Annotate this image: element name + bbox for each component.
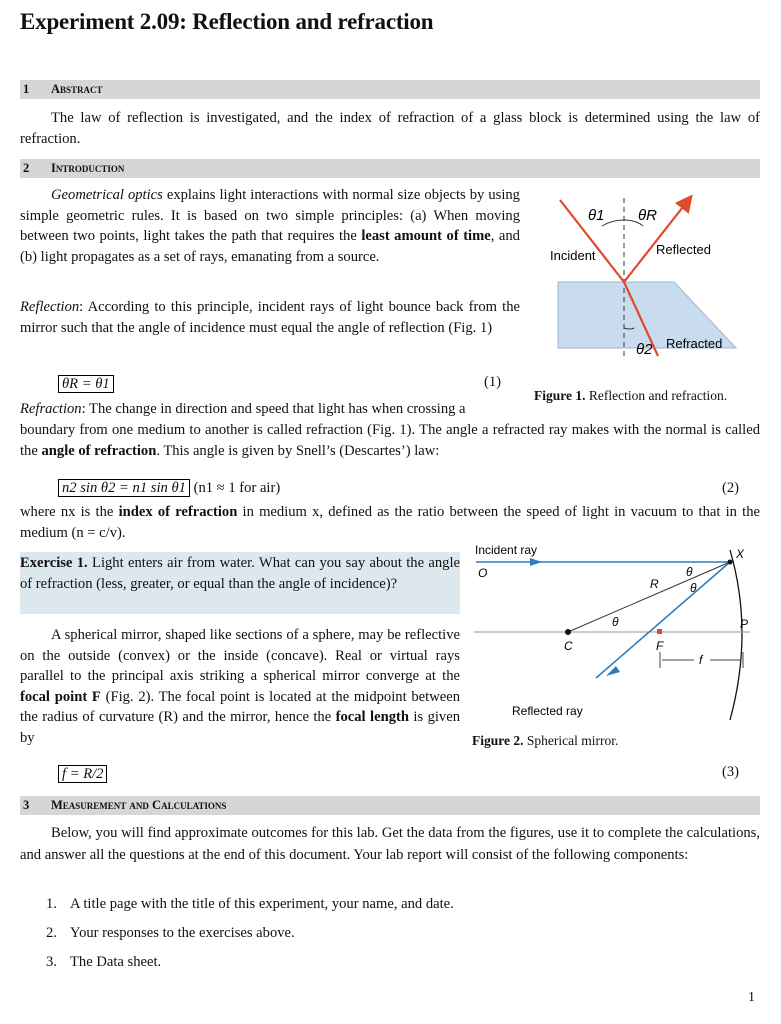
- spherical-mirror: [730, 550, 742, 720]
- figure-2-diagram: [468, 540, 760, 726]
- section-number: 2: [23, 161, 30, 175]
- figure-2-caption: Figure 2. Spherical mirror.: [472, 733, 619, 748]
- intro-paragraph-refraction-b: boundary from one medium to another is called refraction (Fig. 1). The angle a refracted ray makes with the normal is called the angle of refraction. This angle is given by Snell’s (Descartes’) law:: [20, 422, 760, 459]
- list-item: 3. The Data sheet.: [46, 954, 162, 970]
- theta1-label: θ1: [588, 207, 605, 224]
- section-header-measurement: [20, 796, 760, 815]
- intro-paragraph-reflection: Reflection: According to this principle, incident rays of light bounce back from the mirror such that the angle of incidence must equal the angle of reflection (Fig. 1): [20, 299, 520, 336]
- figure-1-diagram: [540, 188, 760, 370]
- point-F-label: F: [656, 639, 664, 653]
- figure-1-caption: Figure 1. Reflection and refraction.: [534, 388, 728, 403]
- intro-paragraph-refraction-a: Refraction: The change in direction and speed that light has when crossing a: [20, 401, 466, 417]
- incident-label: Incident: [550, 248, 596, 263]
- center-point: [565, 629, 571, 635]
- point-P-label: P: [740, 617, 749, 631]
- f-label: f: [699, 653, 703, 667]
- measurement-text: Below, you will find approximate outcomes for this lab. Get the data from the figures, use it to complete the calculations, and answer all the questions at the end of this document. Your lab report will consist of the following components:: [20, 825, 760, 863]
- point-O-label: O: [478, 566, 488, 580]
- equation-3: f = R/2: [58, 764, 107, 785]
- components-list: [20, 894, 720, 981]
- section-header-introduction: [20, 159, 760, 178]
- refracted-label: Refracted: [666, 336, 723, 351]
- theta2-label: θ2: [636, 341, 653, 358]
- theta-label-center: θ: [612, 615, 619, 629]
- theta-label-top: θ: [686, 565, 693, 579]
- page-title: Experiment 2.09: Reflection and refraction: [20, 9, 434, 34]
- equation-1: θR = θ1: [58, 374, 114, 395]
- abstract-text: The law of reflection is investigated, and the index of refraction of a glass block is determined using the law of refraction.: [20, 110, 760, 147]
- section-header-abstract: [20, 80, 760, 99]
- R-label: R: [650, 577, 659, 591]
- thetaR-label: θR: [638, 207, 657, 224]
- reflected-ray-label: Reflected ray: [512, 704, 583, 718]
- reflected-label: Reflected: [656, 242, 711, 257]
- page-number: 1: [748, 990, 755, 1005]
- exercise-1: Exercise 1. Light enters air from water. What can you say about the angle of refraction (less, greater, or equal than the angle of incidence)?: [20, 555, 460, 592]
- point-C-label: C: [564, 639, 573, 653]
- incident-ray-label: Incident ray: [475, 543, 538, 557]
- list-item: 2. Your responses to the exercises above.: [46, 925, 295, 941]
- equation-1-number: (1): [484, 374, 502, 390]
- intro-paragraph-spherical: A spherical mirror, shaped like sections of a sphere, may be reflective on the outside (convex) or the inside (concave). Real or virtual rays parallel to the principal axis striking a spherical mirror converge at the focal point F (Fig. 2). The focal point is located at the midpoint between the radius of curvature (R) and the mirror, hence the focal length is given by: [20, 627, 460, 746]
- radius-line: [568, 562, 730, 632]
- section-title: Introduction: [51, 161, 125, 175]
- section-title: Measurement and Calculations: [51, 798, 227, 812]
- section-number: 1: [23, 82, 30, 96]
- section-number: 3: [23, 798, 30, 812]
- intro-paragraph-1: Geometrical optics explains light interactions with normal size objects by using simple geometric rules. It is based on two simple principles: (a) When moving between two points, light takes the path that requires the least amount of time, and (b) light propagates as a set of rays, emanating from a source.: [20, 187, 520, 265]
- equation-3-number: (3): [722, 764, 740, 780]
- equation-2-number: (2): [722, 480, 740, 496]
- list-item: 1. A title page with the title of this experiment, your name, and date.: [46, 896, 454, 912]
- theta-label-bottom: θ: [690, 581, 697, 595]
- point-X-label: X: [736, 547, 745, 561]
- equation-2: n2 sin θ2 = n1 sin θ1 (n1 ≈ 1 for air): [58, 478, 280, 499]
- section-title: Abstract: [51, 82, 103, 96]
- intro-paragraph-index: where nx is the index of refraction in medium x, defined as the ratio between the speed of light in vacuum to that in the medium (n = c/v).: [20, 504, 761, 541]
- focal-point: [657, 629, 662, 634]
- reflected-ray: [624, 198, 690, 282]
